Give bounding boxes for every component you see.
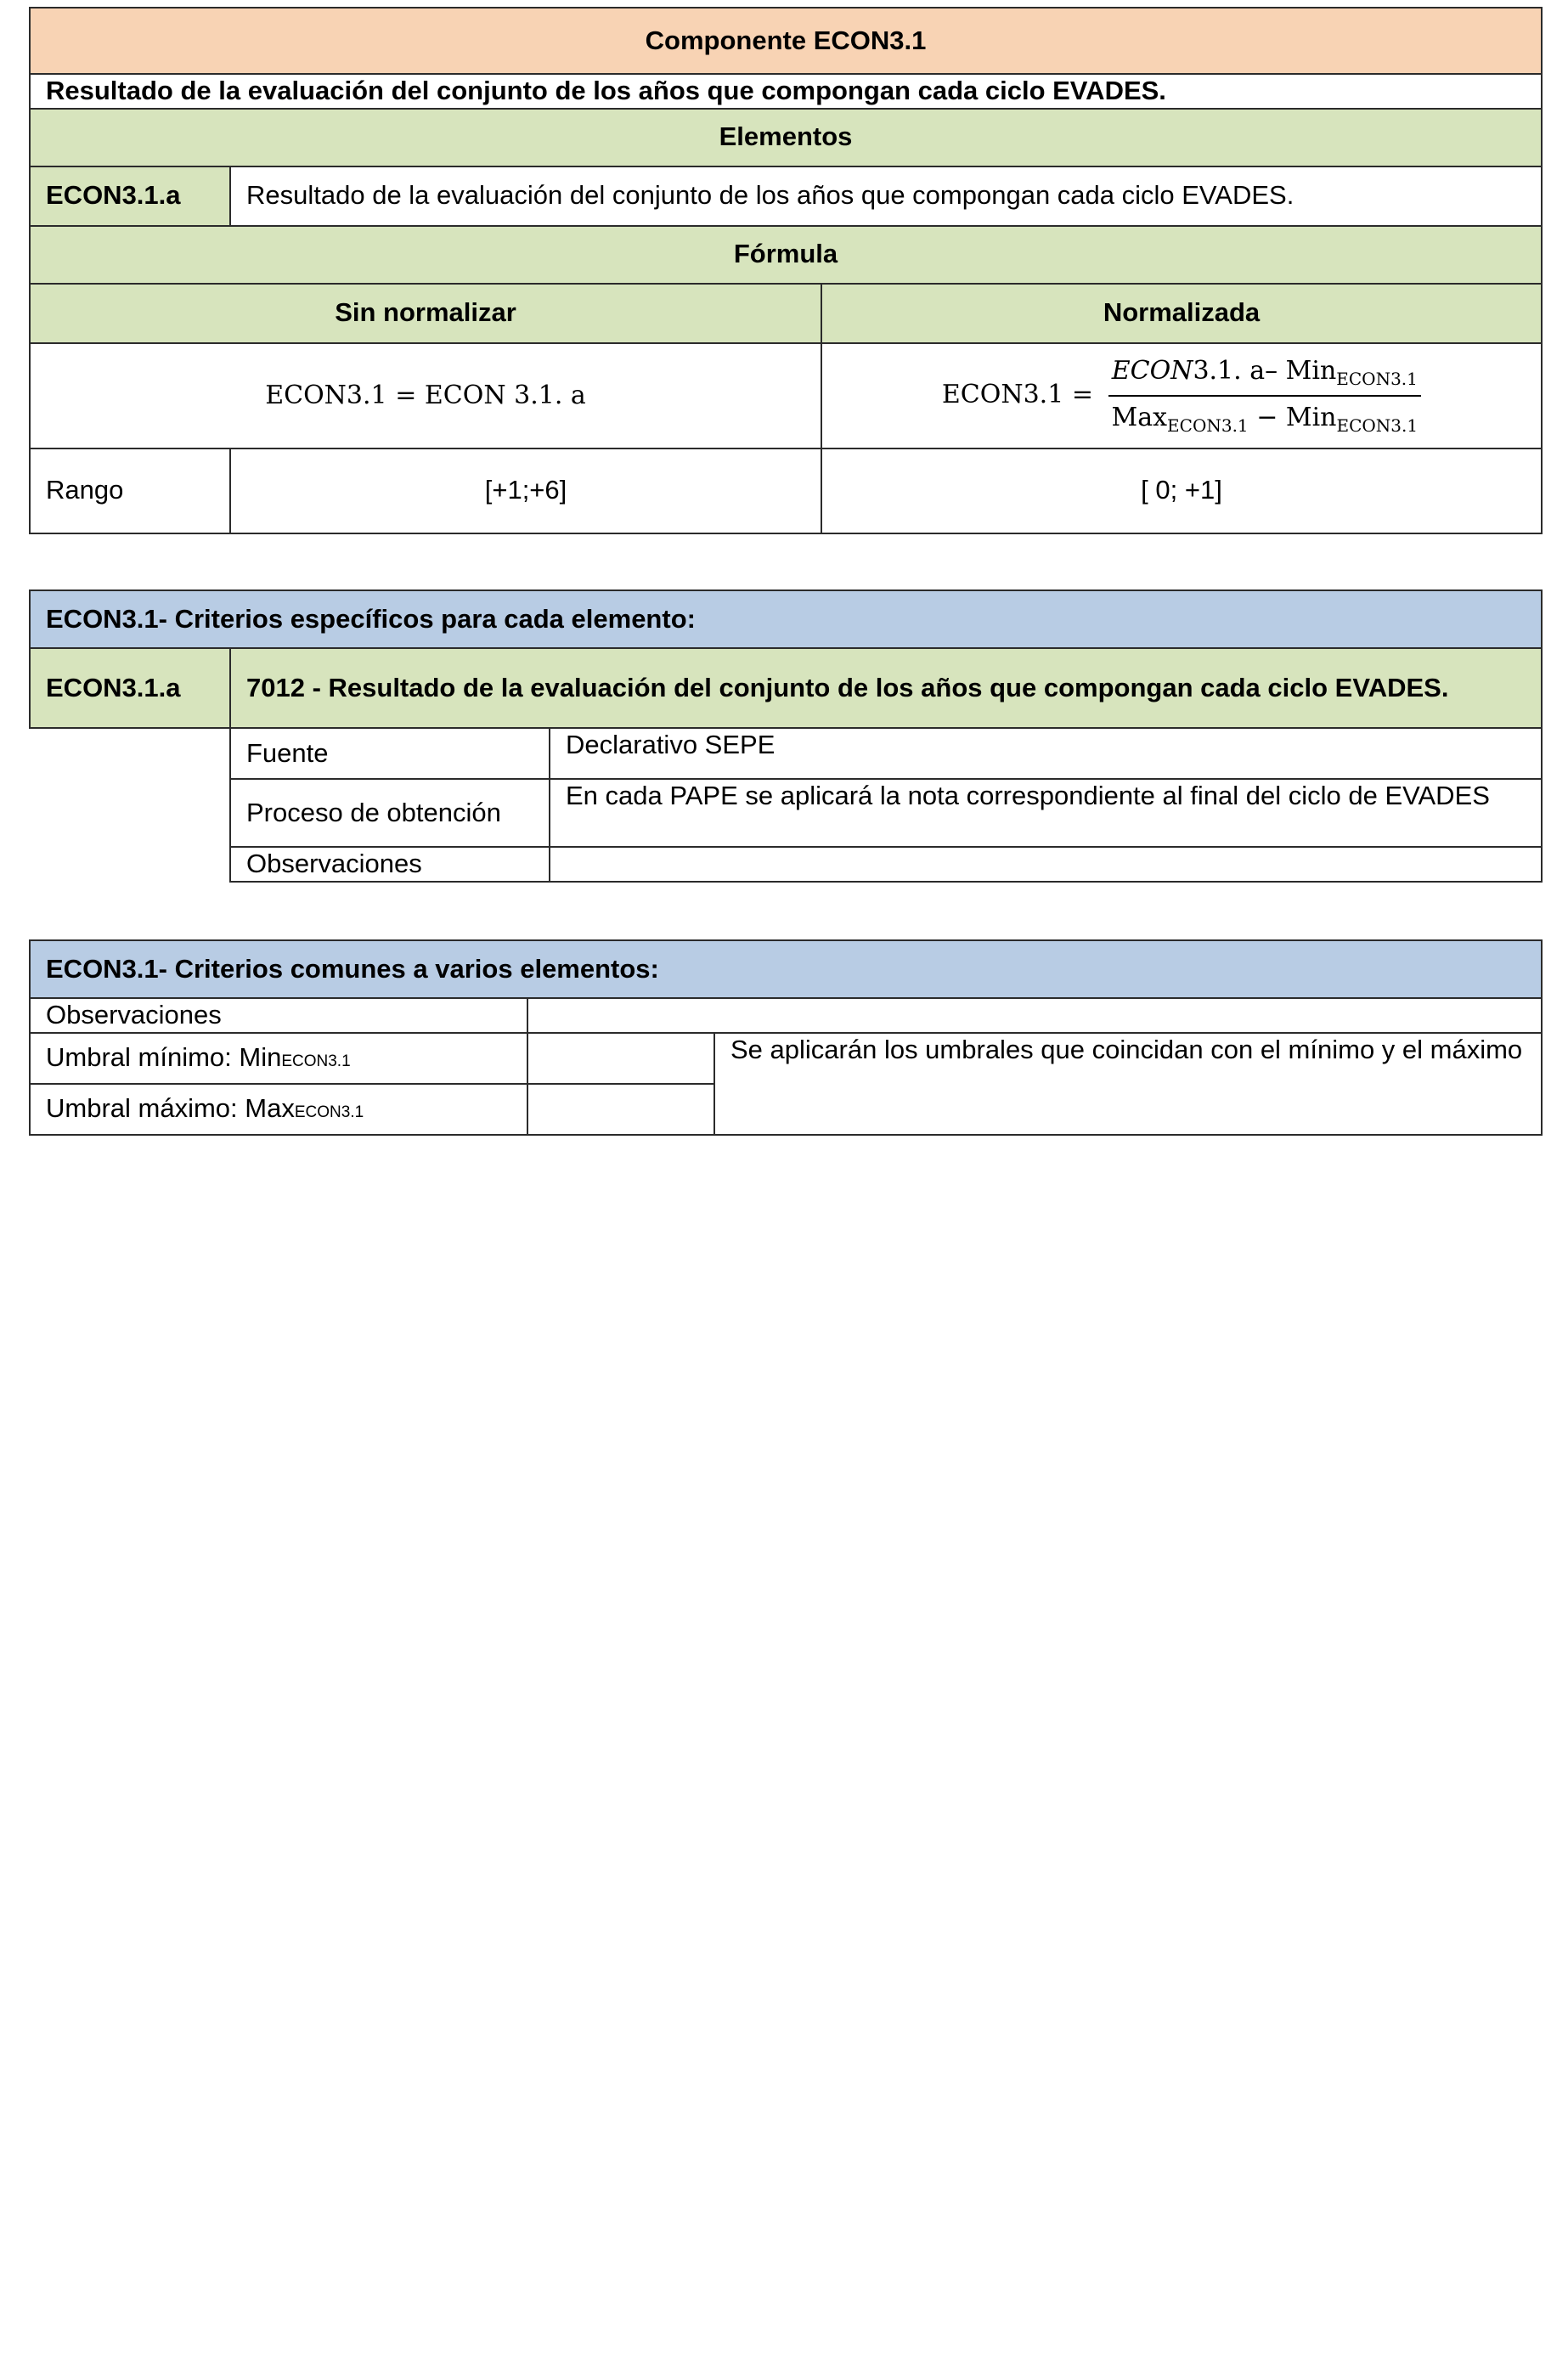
rango-label: Rango: [30, 448, 230, 533]
formula-raw: [30, 343, 821, 448]
element-code: ECON3.1.a: [30, 166, 230, 226]
specific-element-code: ECON3.1.a: [30, 648, 230, 728]
component-description: Resultado de la evaluación del conjunto de los años que compongan cada ciclo EVADES.: [30, 74, 1542, 109]
rango-raw: [+1;+6]: [230, 448, 821, 533]
fuente-label: Fuente: [230, 728, 550, 779]
umbral-maximo-label: Umbral máximo: MaxECON3.1: [30, 1084, 527, 1135]
specific-criteria-table: [29, 590, 1543, 883]
formula-header: Fórmula: [30, 226, 1542, 284]
formula-raw-lhs: ECON3.1: [265, 381, 387, 410]
common-observaciones-value: [527, 998, 1542, 1033]
observaciones-value: [550, 847, 1542, 882]
fuente-value: Declarativo SEPE: [550, 728, 1542, 779]
component-table: [29, 7, 1543, 534]
specific-element-title: 7012 - Resultado de la evaluación del conjunto de los años que compongan cada ciclo EVADES.: [230, 648, 1542, 728]
rango-normalized: [ 0; +1]: [821, 448, 1542, 533]
observaciones-label: Observaciones: [230, 847, 550, 882]
formula-normalized: [821, 343, 1542, 448]
elements-header: Elementos: [30, 109, 1542, 166]
normalizada-header: Normalizada: [821, 284, 1542, 343]
specific-criteria-header: ECON3.1- Criterios específicos para cada elemento:: [30, 590, 1542, 648]
proceso-value: En cada PAPE se aplicará la nota correspondiente al final del ciclo de EVADES: [550, 779, 1542, 847]
common-observaciones-label: Observaciones: [30, 998, 527, 1033]
umbral-note: Se aplicarán los umbrales que coincidan con el mínimo y el máximo: [714, 1033, 1542, 1135]
component-title: Componente ECON3.1: [30, 8, 1542, 74]
common-criteria-header: ECON3.1- Criterios comunes a varios elementos:: [30, 940, 1542, 998]
formula-fraction: [1108, 355, 1422, 437]
formula-raw-rhs: ECON 3.1. a: [424, 381, 586, 410]
umbral-minimo-label: Umbral mínimo: MinECON3.1: [30, 1033, 527, 1084]
umbral-minimo-value: [527, 1033, 714, 1084]
formula-raw-eq: =: [395, 381, 417, 410]
fraction-denominator: Max$_{ECON3.1}$ − Min$_{ECON3.1}$: [1111, 402, 1419, 436]
common-criteria-table: [29, 939, 1543, 1136]
fraction-numerator: ECON3.1. a– Min$_{ECON3.1}$: [1108, 355, 1421, 397]
formula-norm-lhs: ECON3.1 =: [941, 379, 1093, 409]
sin-normalizar-header: Sin normalizar: [30, 284, 821, 343]
umbral-maximo-value: [527, 1084, 714, 1135]
element-description: Resultado de la evaluación del conjunto de los años que compongan cada ciclo EVADES.: [230, 166, 1542, 226]
proceso-label: Proceso de obtención: [230, 779, 550, 847]
